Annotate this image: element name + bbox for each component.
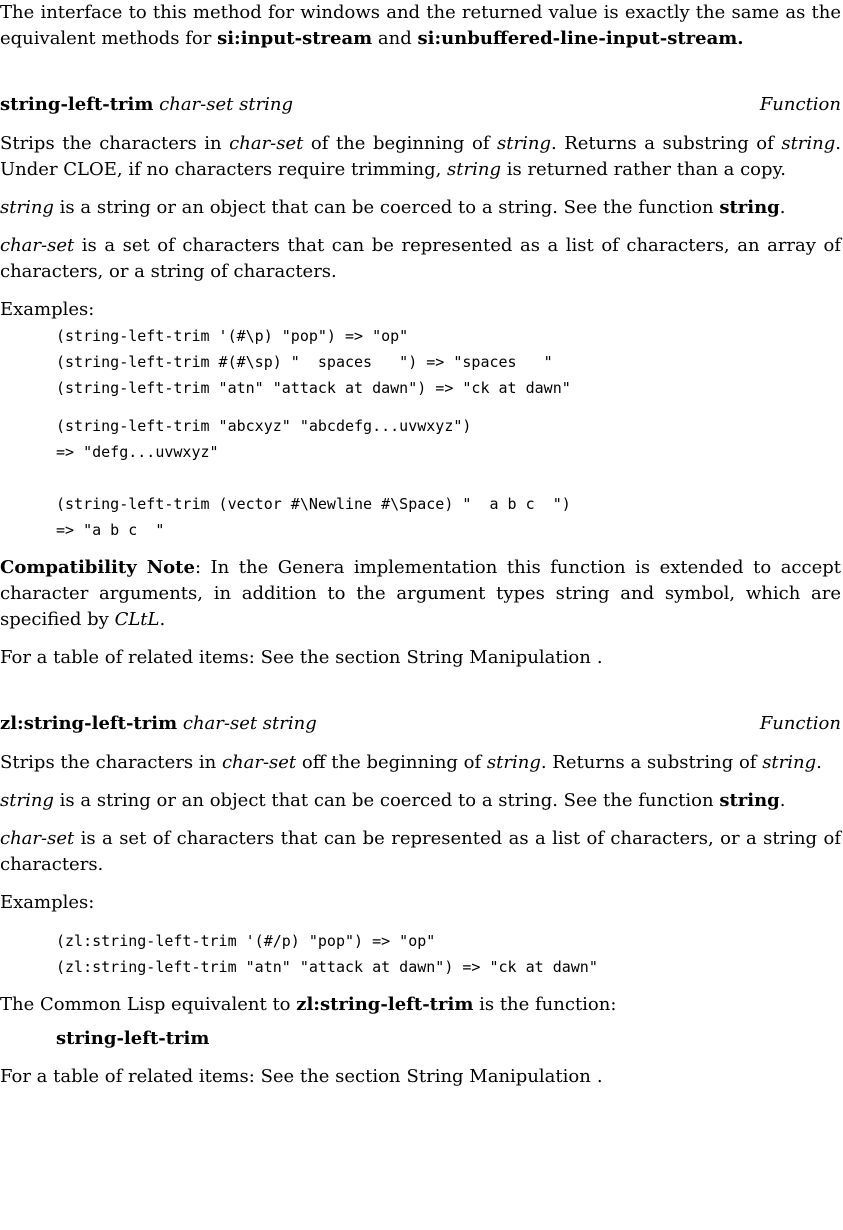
intro-paragraph: The interface to this method for windows and the returned value is exactly the same as the equivalent methods for si:input-stream and si:unbuffered-line-input-stream.: [0, 2, 841, 49]
code-example: (zl:string-left-trim '(#/p) "pop") => "op": [56, 932, 436, 950]
entry-name: string-left-trim: [0, 94, 154, 115]
entry-kind: Function: [759, 713, 841, 734]
code-example: (string-left-trim #(#\sp) " spaces ") => "spaces ": [56, 353, 553, 371]
ref-string-function: string: [719, 197, 780, 218]
ref-input-stream: si:input-stream: [217, 28, 373, 49]
equivalent-function: string-left-trim: [56, 1028, 210, 1049]
code-example: (string-left-trim "atn" "attack at dawn") => "ck at dawn": [56, 379, 571, 397]
code-example: (zl:string-left-trim "atn" "attack at dawn") => "ck at dawn": [56, 958, 598, 976]
param-string-paragraph: string is a string or an object that can be coerced to a string. See the function string.: [0, 197, 786, 218]
compatibility-note: Compatibility Note: In the Genera implementation this function is extended to accept character arguments, in addition to the argument types string and symbol, which are specified by CLtL.: [0, 557, 841, 630]
ref-string-function: string: [719, 790, 780, 811]
code-example: (string-left-trim (vector #\Newline #\Space) " a b c "): [56, 495, 571, 513]
ref-unbuffered-line-input-stream: si:unbuffered-line-input-stream.: [417, 28, 744, 49]
entry-kind: Function: [759, 94, 841, 115]
param-charset-paragraph: char-set is a set of characters that can be represented as a list of characters, or a string of characters.: [0, 828, 841, 875]
entry-header-zl-string-left-trim: [0, 711, 841, 737]
code-example: (string-left-trim "abcxyz" "abcdefg...uvwxyz"): [56, 417, 472, 435]
section-link-string-manipulation[interactable]: String Manipulation: [406, 647, 591, 668]
equivalent-note: The Common Lisp equivalent to zl:string-left-trim is the function:: [0, 994, 617, 1015]
code-example: => "a b c ": [56, 521, 165, 539]
related-items: For a table of related items: See the section String Manipulation .: [0, 1066, 603, 1087]
entry-header-string-left-trim: [0, 92, 841, 118]
entry-description: Strips the characters in char-set off the beginning of string. Returns a substring of string.: [0, 752, 822, 773]
code-example: => "defg...uvwxyz": [56, 443, 219, 461]
entry-args: char-set string: [182, 713, 317, 734]
entry-description: Strips the characters in char-set of the beginning of string. Returns a substring of string. Under CLOE, if no characters require trimming, string is returned rather than a copy.: [0, 133, 842, 180]
section-link-string-manipulation[interactable]: String Manipulation: [406, 1066, 591, 1087]
param-string-paragraph: string is a string or an object that can be coerced to a string. See the function string.: [0, 790, 786, 811]
related-items: For a table of related items: See the section String Manipulation .: [0, 647, 603, 668]
entry-args: char-set string: [159, 94, 294, 115]
entry-name: zl:string-left-trim: [0, 713, 178, 734]
param-charset-paragraph: char-set is a set of characters that can be represented as a list of characters, an array of characters, or a string of characters.: [0, 235, 841, 282]
code-example: (string-left-trim '(#\p) "pop") => "op": [56, 327, 409, 345]
examples-label: Examples:: [0, 299, 95, 320]
examples-label: Examples:: [0, 892, 95, 913]
